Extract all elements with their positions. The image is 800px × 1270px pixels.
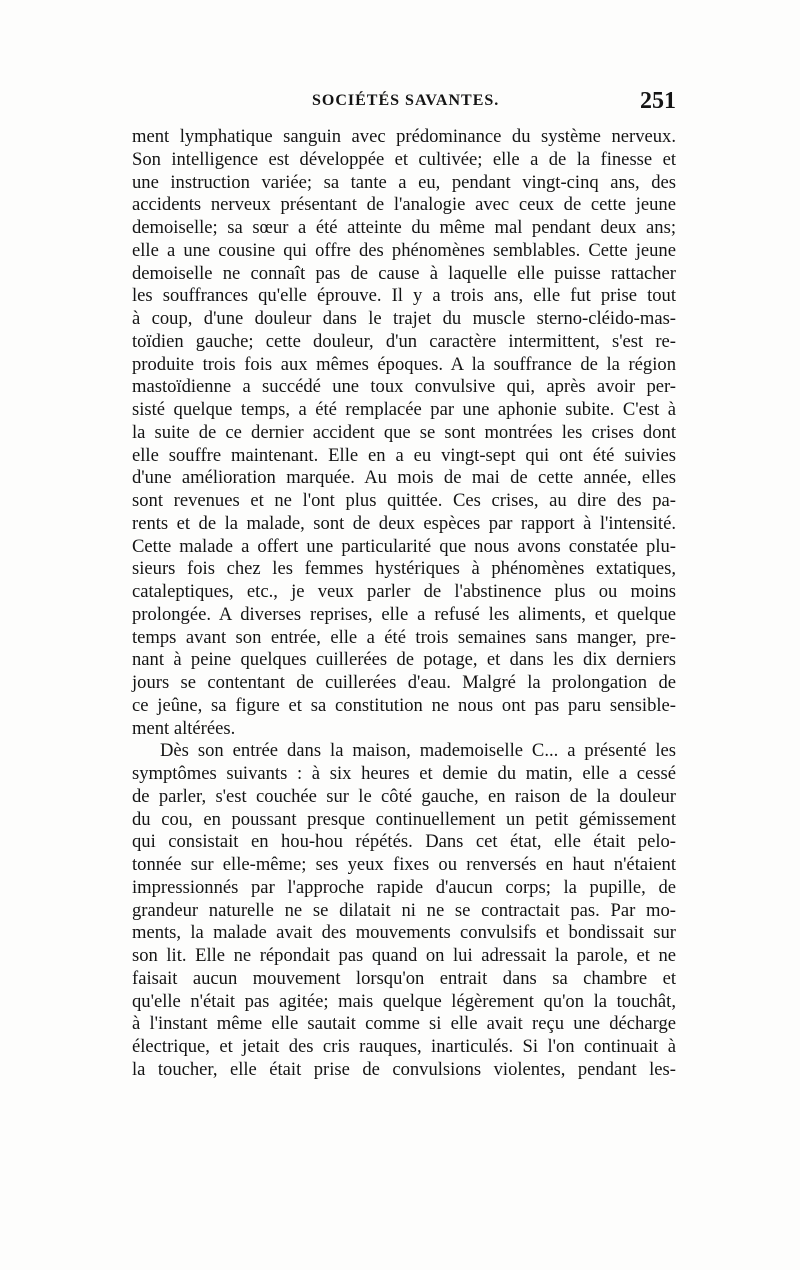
text-line: de parler, s'est couchée sur le côté gauche, en raison de la douleur — [132, 785, 676, 807]
text-line: à coup, d'une douleur dans le trajet du muscle sterno-cléido-mas- — [132, 308, 676, 329]
text-line: du cou, en poussant presque continuellement un petit gémissement — [132, 808, 676, 830]
text-line: grandeur naturelle ne se dilatait ni ne se contractait pas. Par mo- — [132, 899, 676, 921]
text-line: symptômes suivants : à six heures et demie du matin, elle a cessé — [132, 763, 676, 784]
text-line: produite trois fois aux mêmes époques. A la souffrance de la région — [132, 353, 676, 375]
text-line: sieurs fois chez les femmes hystériques à phénomènes extatiques, — [132, 558, 676, 580]
text-line: son lit. Elle ne répondait pas quand on lui adressait la parole, et ne — [132, 945, 676, 966]
text-line: sisté quelque temps, a été remplacée par une aphonie subite. C'est à — [132, 399, 676, 420]
text-line: impressionnés par l'approche rapide d'aucun corps; la pupille, de — [132, 876, 676, 898]
paragraph-end-line: ment altérées. — [132, 717, 236, 739]
text-line: Cette malade a offert une particularité que nous avons constatée plu- — [132, 535, 676, 557]
text-line: elle a une cousine qui offre des phénomènes semblables. Cette jeune — [132, 239, 676, 261]
text-line: à l'instant même elle sautait comme si elle avait reçu une décharge — [132, 1013, 676, 1035]
text-line: la suite de ce dernier accident que se sont montrées les crises dont — [132, 421, 676, 443]
text-line: tonnée sur elle-même; ses yeux fixes ou renversés en haut n'étaient — [132, 854, 676, 875]
text-line: demoiselle ne connaît pas de cause à laquelle elle puisse rattacher — [132, 262, 676, 284]
text-line: demoiselle; sa sœur a été atteinte du même mal pendant deux ans; — [132, 217, 676, 238]
text-line: Son intelligence est développée et cultivée; elle a de la finesse et — [132, 148, 676, 170]
text-line: mastoïdienne a succédé une toux convulsive qui, après avoir per- — [132, 376, 676, 398]
text-line: la toucher, elle était prise de convulsions violentes, pendant les- — [132, 1058, 676, 1080]
running-title: SOCIÉTÉS SAVANTES. — [312, 92, 500, 109]
text-line: qui consistait en hou-hou répétés. Dans cet état, elle était pelo- — [132, 831, 676, 853]
text-line: les souffrances qu'elle éprouve. Il y a trois ans, elle fut prise tout — [132, 285, 676, 307]
text-line: temps avant son entrée, elle a été trois semaines sans manger, pre- — [132, 626, 676, 648]
text-line: jours se contentant de cuillerées d'eau. Malgré la prolongation de — [132, 672, 676, 693]
text-line: prolongée. A diverses reprises, elle a refusé les aliments, et quelque — [132, 603, 676, 625]
paragraph-start-line: Dès son entrée dans la maison, mademoiselle C... a présenté les — [160, 740, 676, 762]
text-line: ce jeûne, sa figure et sa constitution ne nous ont pas paru sensible- — [132, 694, 676, 716]
text-line: elle souffre maintenant. Elle en a eu vingt-sept qui ont été suivies — [132, 444, 676, 466]
text-line: sont revenues et ne l'ont plus quittée. Ces crises, au dire des pa- — [132, 490, 676, 511]
text-line: ment lymphatique sanguin avec prédominance du système nerveux. — [132, 126, 676, 147]
text-line: rents et de la malade, sont de deux espèces par rapport à l'intensité. — [132, 512, 676, 534]
text-line: qu'elle n'était pas agitée; mais quelque légèrement qu'on la touchât, — [132, 990, 676, 1012]
page-number: 251 — [640, 88, 676, 114]
text-line: faisait aucun mouvement lorsqu'on entrait dans sa chambre et — [132, 967, 676, 989]
body-text — [132, 126, 676, 1082]
running-header — [132, 88, 676, 122]
text-line: cataleptiques, etc., je veux parler de l'abstinence plus ou moins — [132, 581, 676, 602]
text-line: une instruction variée; sa tante a eu, pendant vingt-cinq ans, des — [132, 171, 676, 193]
text-line: d'une amélioration marquée. Au mois de mai de cette année, elles — [132, 467, 676, 489]
text-line: nant à peine quelques cuillerées de potage, et dans les dix derniers — [132, 649, 676, 671]
text-line: électrique, et jetait des cris rauques, inarticulés. Si l'on continuait à — [132, 1036, 676, 1057]
text-line: toïdien gauche; cette douleur, d'un caractère intermittent, s'est re- — [132, 330, 676, 352]
text-line: accidents nerveux présentant de l'analogie avec ceux de cette jeune — [132, 194, 676, 216]
text-line: ments, la malade avait des mouvements convulsifs et bondissait sur — [132, 922, 676, 944]
